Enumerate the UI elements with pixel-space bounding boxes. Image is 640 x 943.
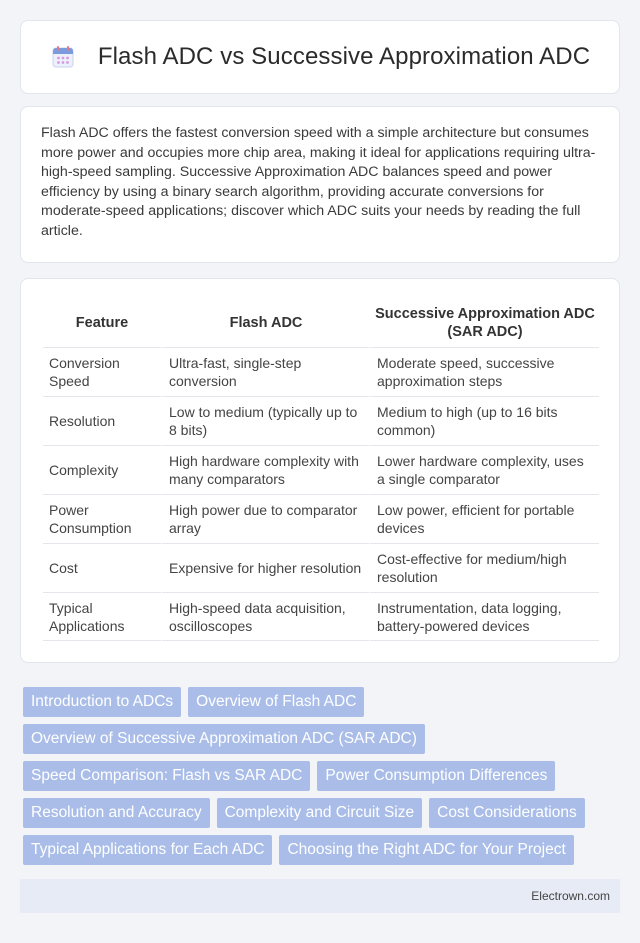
calendar-icon [50,44,76,70]
tag-cost-considerations[interactable]: Cost Considerations [429,798,585,828]
table-row [43,494,599,543]
tag-overview-of-flash-adc[interactable]: Overview of Flash ADC [188,687,364,717]
feature-cell: Power Consumption [43,494,161,543]
tag-row [23,761,623,798]
tag-row [23,724,623,761]
feature-cell: Typical Applications [43,592,161,641]
feature-cell: Conversion Speed [43,347,161,396]
sar-cell: Cost-effective for medium/high resolution [369,543,599,592]
flash-cell: High-speed data acquisition, oscilloscopes [161,592,369,641]
table-row [43,347,599,396]
feature-cell: Resolution [43,396,161,445]
flash-cell: High power due to comparator array [161,494,369,543]
topic-tags [23,687,623,872]
sar-cell: Instrumentation, data logging, battery-powered devices [369,592,599,641]
tag-speed-comparison[interactable]: Speed Comparison: Flash vs SAR ADC [23,761,310,791]
tag-resolution-and-accuracy[interactable]: Resolution and Accuracy [23,798,210,828]
tag-introduction-to-adcs[interactable]: Introduction to ADCs [23,687,181,717]
tag-row [23,687,623,724]
table-header-row [43,299,599,347]
table-row [43,543,599,592]
sar-cell: Lower hardware complexity, uses a single comparator [369,445,599,494]
feature-cell: Cost [43,543,161,592]
comparison-table-card [20,278,620,663]
header-feature: Feature [75,315,129,331]
page-title: Flash ADC vs Successive Approximation ADC [97,43,591,70]
comparison-table [43,299,599,641]
sar-cell: Medium to high (up to 16 bits common) [369,396,599,445]
summary-card [20,106,620,263]
table-row [43,592,599,641]
summary-text: Flash ADC offers the fastest conversion speed with a simple architecture but consumes more power and occupies more chip area, making it ideal for applications requiring ultra-high-speed sampling. Successive Approximation ADC balances speed and power efficiency by using a binary search algorithm, providing accurate conversions for moderate-speed applications; discover which ADC suits your needs by reading the full article. [41,125,596,239]
table-row [43,396,599,445]
tag-overview-of-sar-adc[interactable]: Overview of Successive Approximation ADC (SAR ADC) [23,724,425,754]
flash-cell: Expensive for higher resolution [161,543,369,592]
flash-cell: Low to medium (typically up to 8 bits) [161,396,369,445]
flash-cell: High hardware complexity with many comparators [161,445,369,494]
flash-cell: Ultra-fast, single-step conversion [161,347,369,396]
footer-site[interactable]: Electrown.com [531,889,610,903]
tag-complexity-and-circuit-size[interactable]: Complexity and Circuit Size [217,798,423,828]
footer [20,879,620,913]
tag-row [23,835,623,872]
header-flash-adc: Flash ADC [161,299,369,347]
feature-cell: Complexity [43,445,161,494]
sar-cell: Moderate speed, successive approximation steps [369,347,599,396]
sar-cell: Low power, efficient for portable devices [369,494,599,543]
header-sar-adc: Successive Approximation ADC (SAR ADC) [369,299,599,347]
title-wrap [50,43,590,71]
tag-choosing-the-right-adc[interactable]: Choosing the Right ADC for Your Project [279,835,573,865]
tag-typical-applications[interactable]: Typical Applications for Each ADC [23,835,272,865]
tag-power-consumption[interactable]: Power Consumption Differences [317,761,555,791]
tag-row [23,798,623,835]
title-card [20,20,620,94]
table-row [43,445,599,494]
